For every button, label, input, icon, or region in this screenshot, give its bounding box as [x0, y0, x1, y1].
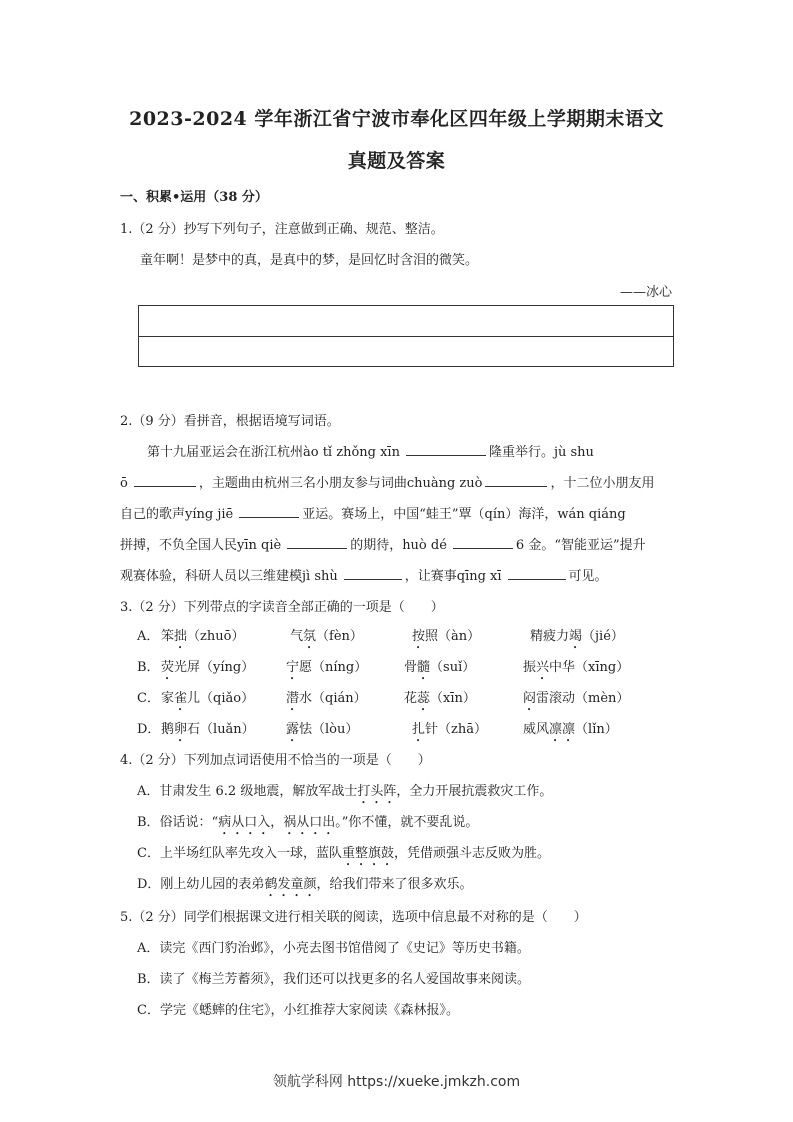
text-span: 荧: [161, 660, 175, 675]
text-span: ，全力开展抗震救灾工作。: [396, 784, 553, 799]
q3-c-word1: [161, 687, 254, 714]
text-span: 光屏（yíng）: [174, 660, 255, 675]
text-span: 蕊: [417, 691, 431, 706]
text-span: C．上半场红队率先攻入一球，蓝队: [137, 846, 342, 861]
q2-text: 观赛体验，科研人员以三维建模jì shù: [120, 569, 338, 584]
q2-text: ，十二位小朋友用: [550, 476, 655, 491]
text-span: 花: [404, 691, 418, 706]
text-span: （zhuō）: [187, 629, 245, 644]
q3-b-word2: [286, 656, 367, 683]
q2-line5: [120, 565, 608, 584]
answer-blank[interactable]: [406, 441, 486, 456]
text-span: 愿（níng）: [299, 660, 368, 675]
q4-option-a: [137, 780, 552, 807]
text-span: （lǐn）: [575, 722, 618, 737]
q4-option-c: [137, 842, 550, 869]
q2-text: 亚运。赛场上，中国“蛙王”覃（qín）海洋，wán qiáng: [302, 507, 626, 522]
q4-stem: 4.（2 分）下列加点词语使用不恰当的一项是（ ）: [120, 753, 431, 768]
text-span: 怯（lòu）: [299, 722, 359, 737]
answer-blank[interactable]: [344, 565, 402, 580]
text-span: 氛: [303, 629, 317, 644]
text-span: 中华（xīng）: [549, 660, 630, 675]
text-span: 扎: [412, 722, 426, 737]
q2-line2: [120, 472, 655, 491]
text-span: 潜: [286, 691, 300, 706]
q2-text: 自己的歌声yíng jiē: [120, 507, 234, 522]
q3-d-word2: [286, 718, 358, 745]
text-span: 卵: [174, 722, 188, 737]
page-title-line2: 真题及答案: [347, 150, 446, 172]
q1-stem: 1.（2 分）抄写下列句子，注意做到正确、规范、整洁。: [120, 222, 444, 237]
q3-b-word4: [523, 656, 629, 683]
q2-line3: [120, 503, 626, 522]
q4-option-d: [137, 873, 472, 900]
q3-a-word4: [530, 625, 624, 652]
q2-text: 隆重举行。jù shu: [488, 445, 594, 460]
q1-quote: 童年啊！是梦中的真，是真中的梦，是回忆时含泪的微笑。: [140, 253, 479, 268]
text-span: 打头阵: [357, 784, 397, 799]
q3-a-word3: [412, 625, 480, 652]
q2-text: 可见。: [568, 569, 608, 584]
text-span: （fèn）: [316, 629, 363, 644]
text-span: 笨: [161, 629, 175, 644]
text-span: D．刚上幼儿园的表弟: [137, 877, 265, 892]
q2-line1: [147, 441, 594, 460]
text-span: 鹤发童颜: [264, 877, 317, 892]
q2-text: 第十九届亚运会在浙江杭州ào tǐ zhǒng xīn: [147, 445, 400, 460]
q2-text: 的期待，huò dé: [350, 538, 447, 553]
text-span: 鹅: [161, 722, 175, 737]
q3-d-word1: [161, 718, 255, 745]
q2-text: ō: [120, 476, 128, 491]
text-span: ，给我们带来了很多欢乐。: [316, 877, 473, 892]
q3-a-word1: [161, 625, 244, 652]
text-span: 水（qián）: [299, 691, 367, 706]
text-span: 振: [523, 660, 537, 675]
q2-stem: 2.（9 分）看拼音，根据语境写词语。: [120, 414, 340, 429]
answer-blank[interactable]: [287, 534, 347, 549]
q3-c-word2: [286, 687, 367, 714]
text-span: ，凭借顽强斗志反败为胜。: [393, 846, 550, 861]
text-span: （àn）: [438, 629, 481, 644]
text-span: ”你不懂，就不要乱说。: [341, 815, 479, 830]
q3-stem: 3.（2 分）下列带点的字读音全部正确的一项是（ ）: [120, 600, 444, 615]
text-span: （suǐ）: [430, 660, 476, 675]
q2-text: 拼搏，不负全国人民yīn qiè: [120, 538, 282, 553]
text-span: 针（zhā）: [425, 722, 487, 737]
text-span: 拙: [174, 629, 188, 644]
text-span: 石（luǎn）: [187, 722, 255, 737]
writing-row-2[interactable]: [139, 336, 673, 366]
q3-a-word2: [290, 625, 363, 652]
page-title-line1: 2023-2024 学年浙江省宁波市奉化区四年级上学期期末语文: [129, 108, 664, 130]
q4-option-b: [137, 811, 478, 838]
q3-c-word4: [523, 687, 629, 714]
text-span: 竭: [569, 629, 583, 644]
text-span: （xīn）: [430, 691, 476, 706]
text-span: （jié）: [582, 629, 624, 644]
answer-blank[interactable]: [508, 565, 566, 580]
q3-option-c-label: C．: [137, 691, 160, 706]
text-span: 精疲力: [530, 629, 570, 644]
page-footer: 领航学科网 https://xueke.jmkzh.com: [272, 1074, 521, 1090]
q5-option-a: A．读完《西门豹治邺》，小亮去图书馆借阅了《史记》等历史书籍。: [137, 941, 530, 956]
text-span: 露: [286, 722, 300, 737]
q3-b-word3: [404, 656, 475, 683]
text-span: 儿（qiǎo）: [187, 691, 255, 706]
q5-stem: 5.（2 分）同学们根据课文进行相关联的阅读，选项中信息最不对称的是（ ）: [120, 910, 587, 925]
text-span: 雀: [174, 691, 188, 706]
text-span: 按: [412, 629, 426, 644]
answer-blank[interactable]: [239, 503, 299, 518]
q3-option-b-label: B．: [137, 660, 160, 675]
writing-row-1[interactable]: [139, 306, 673, 336]
text-span: 雷滚动（mèn）: [536, 691, 630, 706]
section-heading: 一、积累•运用（38 分）: [120, 190, 268, 205]
text-span: 骨: [404, 660, 418, 675]
answer-blank[interactable]: [485, 472, 547, 487]
copy-writing-box[interactable]: [138, 305, 674, 367]
q3-c-word3: [404, 687, 476, 714]
q1-author: ——冰心: [620, 285, 673, 300]
text-span: B．俗话说：“: [137, 815, 219, 830]
text-span: 髓: [417, 660, 431, 675]
q3-b-word1: [161, 656, 254, 683]
text-span: 照: [425, 629, 439, 644]
text-span: A．甘肃发生 6.2 级地震，解放军战士: [137, 784, 358, 799]
q2-text: ，让赛事qīng xī: [404, 569, 502, 584]
q3-option-d-label: D．: [137, 722, 161, 737]
text-span: 宁: [286, 660, 300, 675]
text-span: 家: [161, 691, 175, 706]
text-span: 凛凛: [549, 722, 576, 737]
text-span: 重整旗鼓: [341, 846, 394, 861]
answer-blank[interactable]: [134, 472, 196, 487]
q3-d-word3: [412, 718, 487, 745]
text-span: 病从口入，祸从口出。: [218, 815, 342, 830]
q2-text: 6 金。“智能亚运”提升: [515, 538, 646, 553]
q5-option-b: B．读了《梅兰芳蓄须》，我们还可以找更多的名人爱国故事来阅读。: [137, 972, 531, 987]
q3-d-word4: [523, 718, 618, 745]
text-span: 气: [290, 629, 304, 644]
q5-option-c: C．学完《蟋蟀的住宅》，小红推荐大家阅读《森林报》。: [137, 1003, 459, 1018]
text-span: 闷: [523, 691, 537, 706]
answer-blank[interactable]: [453, 534, 513, 549]
text-span: 威风: [523, 722, 550, 737]
q2-line4: [120, 534, 646, 553]
q3-option-a-label: A．: [137, 629, 160, 644]
q2-text: ，主题曲由杭州三名小朋友参与词曲chuàng zuò: [198, 476, 483, 491]
text-span: 兴: [536, 660, 550, 675]
